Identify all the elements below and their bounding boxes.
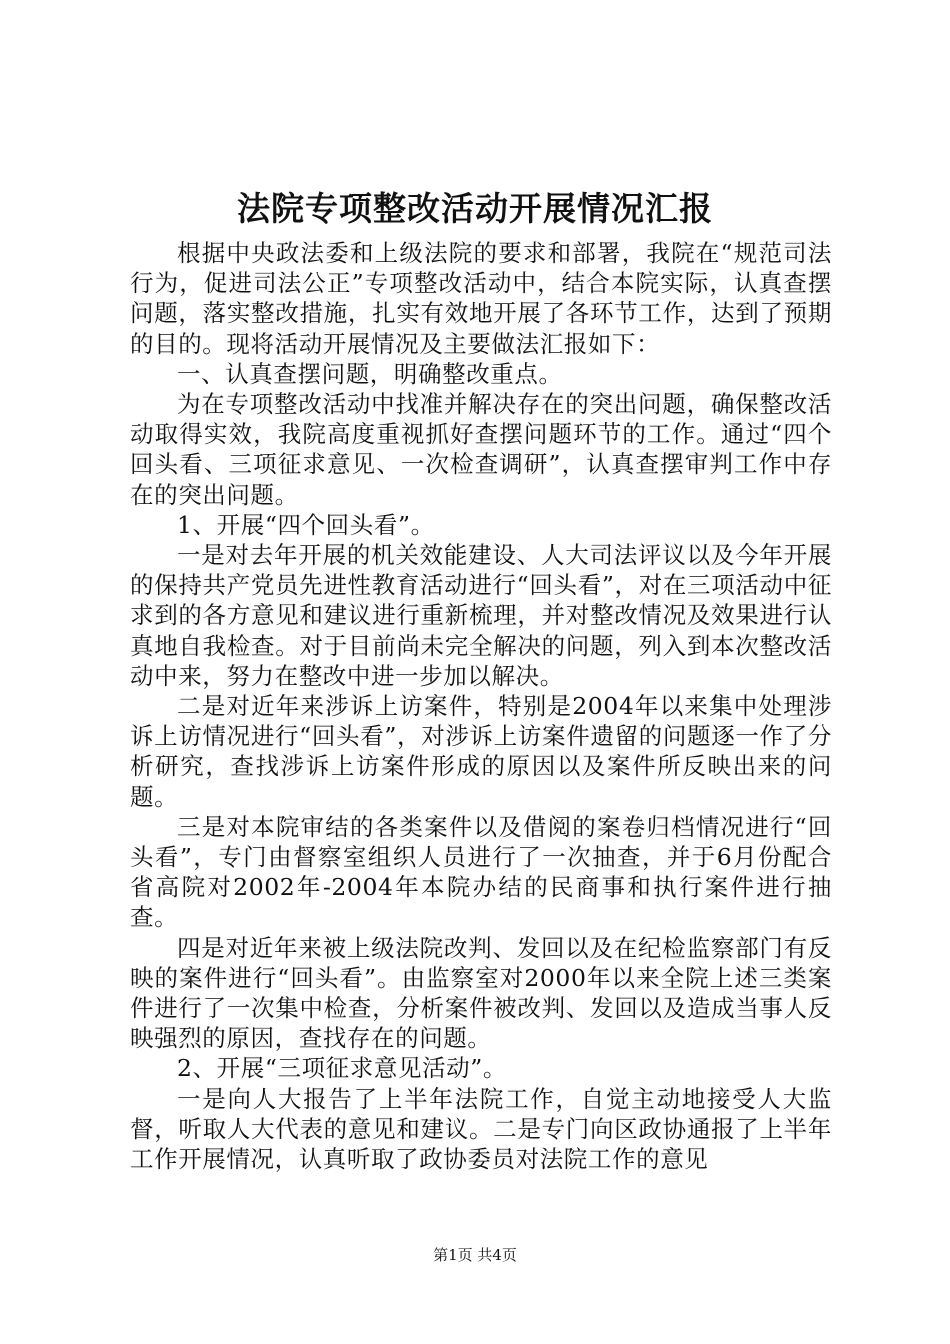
- document-body: [130, 238, 832, 1174]
- paragraph-item-5: 一是向人大报告了上半年法院工作，自觉主动地接受人大监督，听取人大代表的意见和建议。二是专门向区政协通报了上半年工作开展情况，认真听取了政协委员对法院工作的意见: [130, 1084, 832, 1174]
- paragraph-section-1: 为在专项整改活动中找准并解决存在的突出问题，确保整改活动取得实效，我院高度重视抓好查摆问题环节的工作。通过“四个回头看、三项征求意见、一次检查调研”，认真查摆审判工作中存在的突出问题。: [130, 390, 832, 509]
- paragraph-item-4: 四是对近年来被上级法院改判、发回以及在纪检监察部门有反映的案件进行“回头看”。由监察室对2000年以来全院上述三类案件进行了一次集中检查，分析案件被改判、发回以及造成当事人反映强烈的原因，查找存在的问题。: [130, 933, 832, 1053]
- subsection-heading-1: 1、开展“四个回头看”。: [177, 510, 435, 539]
- page-footer: 第1页 共4页: [433, 1246, 517, 1264]
- paragraph-item-3: 三是对本院审结的各类案件以及借阅的案卷归档情况进行“回头看”，专门由督察室组织人员进行了一次抽查，并于6月份配合省高院对2002年-2004年本院办结的民商事和执行案件进行抽查。: [130, 812, 832, 932]
- paragraph-item-2: 二是对近年来涉诉上访案件，特别是2004年以来集中处理涉诉上访情况进行“回头看”，对涉诉上访案件遗留的问题逐一作了分析研究，查找涉诉上访案件形成的原因以及案件所反映出来的问题。: [130, 692, 832, 811]
- document-title: 法院专项整改活动开展情况汇报: [237, 189, 713, 228]
- paragraph-intro: 根据中央政法委和上级法院的要求和部署，我院在“规范司法行为，促进司法公正”专项整改活动中，结合本院实际，认真查摆问题，落实整改措施，扎实有效地开展了各环节工作，达到了预期的目的。现将活动开展情况及主要做法汇报如下：: [130, 239, 832, 358]
- paragraph-item-1: 一是对去年开展的机关效能建设、人大司法评议以及今年开展的保持共产党员先进性教育活动进行“回头看”，对在三项活动中征求到的各方意见和建议进行重新梳理，并对整改情况及效果进行认真地自我检查。对于目前尚未完全解决的问题，列入到本次整改活动中来，努力在整改中进一步加以解决。: [130, 541, 832, 690]
- subsection-heading-2: 2、开展“三项征求意见活动”。: [177, 1054, 507, 1083]
- section-heading-1: 一、认真查摆问题，明确整改重点。: [177, 359, 563, 388]
